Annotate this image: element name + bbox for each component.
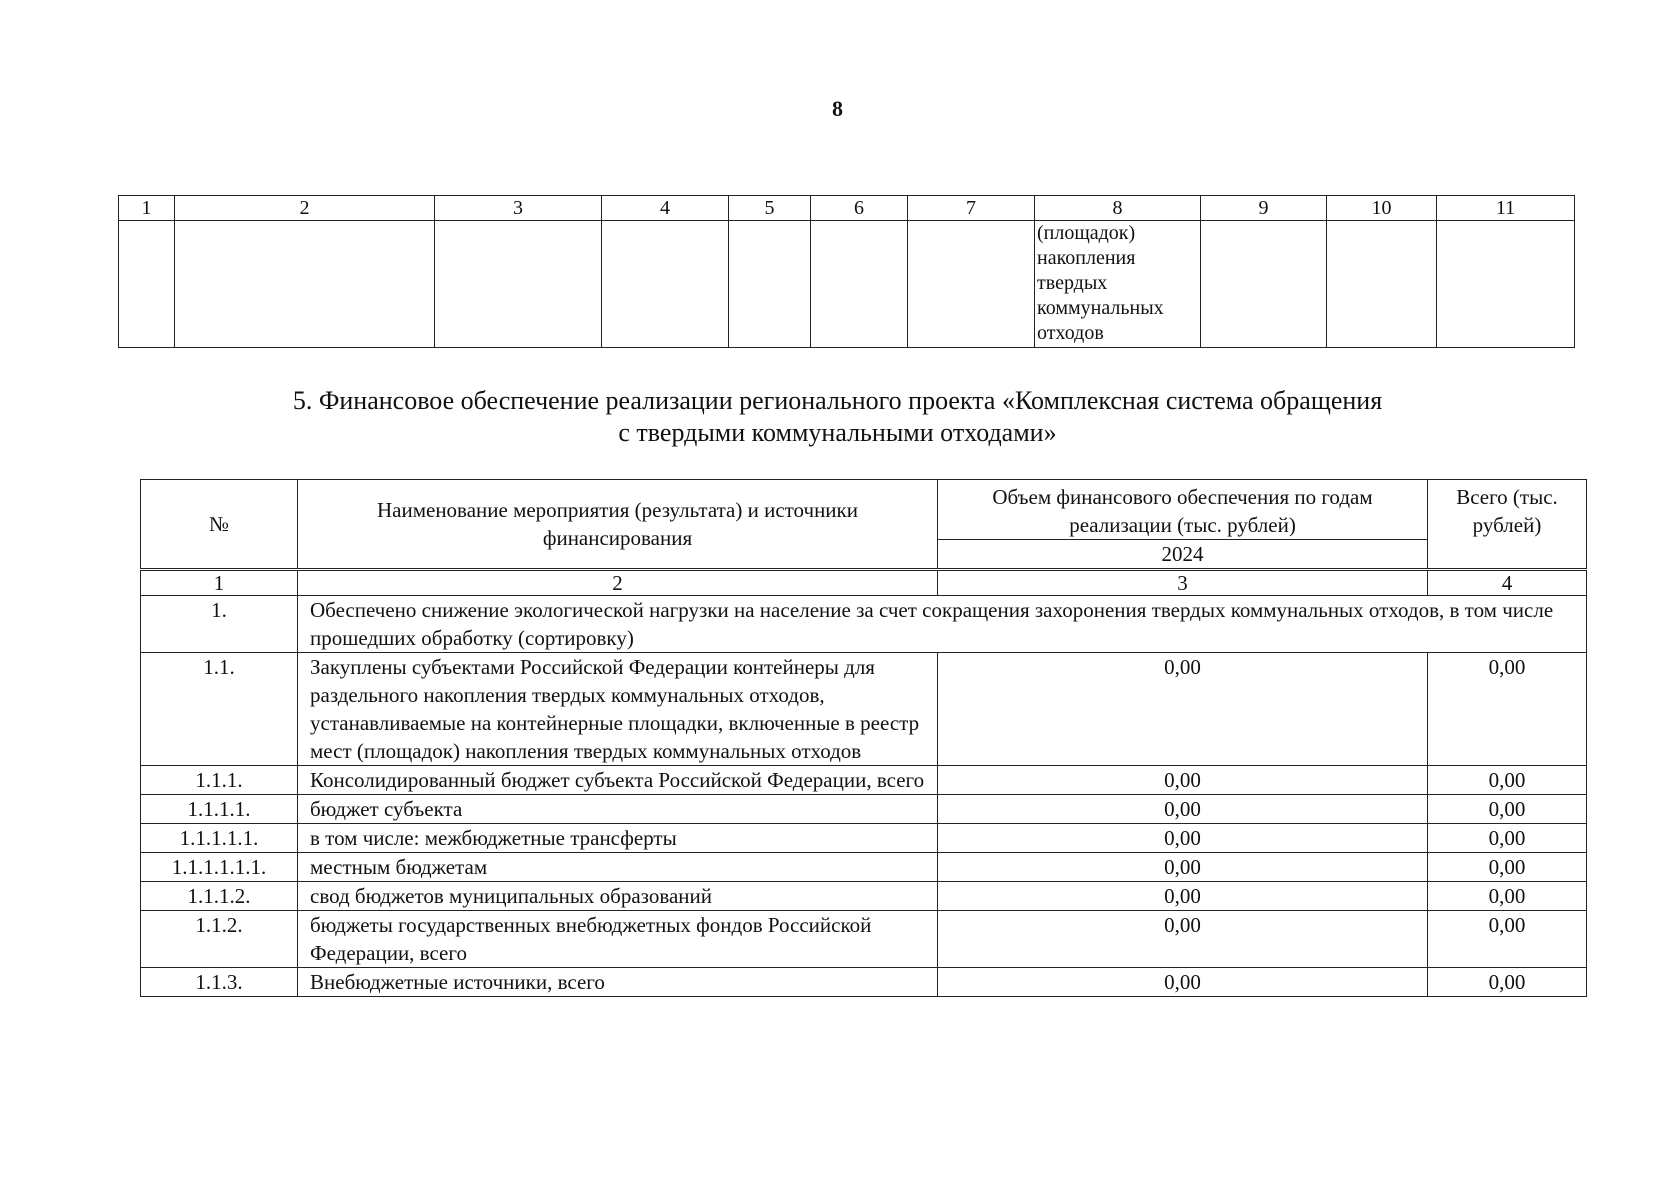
row-name: бюджет субъекта (298, 795, 938, 824)
table-row (141, 766, 1587, 795)
row-name: свод бюджетов муниципальных образований (298, 882, 938, 911)
cell-line: отходов (1037, 322, 1104, 344)
page-number: 8 (832, 96, 843, 121)
col-number: 1 (141, 570, 298, 596)
col-number: 4 (602, 196, 729, 221)
row-name: Внебюджетные источники, всего (298, 968, 938, 997)
section-title-line: 5. Финансовое обеспечение реализации регионального проекта «Комплексная система обращения (292, 386, 1383, 415)
table-row (141, 795, 1587, 824)
cell-line: (площадок) (1037, 222, 1136, 244)
row-name: в том числе: межбюджетные трансферты (298, 824, 938, 853)
column-number-row (141, 570, 1587, 596)
row-value-2024: 0,00 (938, 653, 1428, 766)
row-total: 0,00 (1428, 882, 1587, 911)
col-number: 2 (298, 570, 938, 596)
col-number: 4 (1428, 570, 1587, 596)
row-number: 1.1. (141, 653, 298, 766)
table-row (141, 882, 1587, 911)
row-total: 0,00 (1428, 968, 1587, 997)
table-cell (729, 221, 811, 348)
row-name: Консолидированный бюджет субъекта Российской Федерации, всего (298, 766, 938, 795)
row-value-2024: 0,00 (938, 853, 1428, 882)
row-value-2024: 0,00 (938, 824, 1428, 853)
col-number: 11 (1437, 196, 1575, 221)
continuation-table (118, 195, 1575, 348)
column-number-row (119, 196, 1575, 221)
col-number: 10 (1327, 196, 1437, 221)
section-row (141, 596, 1587, 653)
table-row (141, 824, 1587, 853)
row-total: 0,00 (1428, 795, 1587, 824)
col-number: 7 (908, 196, 1035, 221)
col-number: 5 (729, 196, 811, 221)
row-name: местным бюджетам (298, 853, 938, 882)
row-number: 1. (141, 596, 298, 653)
table-row (141, 853, 1587, 882)
section-text: Обеспечено снижение экологической нагрузки на население за счет сокращения захоронения твердых коммунальных отходов, в том числе прошедших обработку (сортировку) (298, 596, 1587, 653)
header-num: № (141, 480, 298, 570)
cell-line: твердых (1037, 272, 1108, 294)
table-cell (1437, 221, 1575, 348)
table-row (141, 653, 1587, 766)
row-number: 1.1.1.1. (141, 795, 298, 824)
table-cell (602, 221, 729, 348)
row-total: 0,00 (1428, 653, 1587, 766)
row-number: 1.1.1.2. (141, 882, 298, 911)
table-cell (175, 221, 435, 348)
col-number: 9 (1201, 196, 1327, 221)
financing-table (140, 479, 1587, 997)
table-row (141, 968, 1587, 997)
header-name: Наименование мероприятия (результата) и источники финансирования (298, 480, 938, 570)
row-number: 1.1.2. (141, 911, 298, 968)
row-number: 1.1.1.1.1.1. (141, 853, 298, 882)
header-total: Всего (тыс. рублей) (1428, 480, 1587, 570)
header-year: 2024 (938, 540, 1428, 570)
row-number: 1.1.1.1.1. (141, 824, 298, 853)
section-title (0, 385, 1675, 449)
table-cell (119, 221, 175, 348)
col-number: 8 (1035, 196, 1201, 221)
row-total: 0,00 (1428, 766, 1587, 795)
col-number: 1 (119, 196, 175, 221)
table-header-row (141, 480, 1587, 540)
row-value-2024: 0,00 (938, 766, 1428, 795)
row-total: 0,00 (1428, 853, 1587, 882)
row-value-2024: 0,00 (938, 911, 1428, 968)
col-number: 3 (435, 196, 602, 221)
table-cell (1201, 221, 1327, 348)
section-title-line: с твердыми коммунальными отходами» (618, 418, 1057, 447)
table-cell (811, 221, 908, 348)
col-number: 3 (938, 570, 1428, 596)
table-cell (908, 221, 1035, 348)
table-cell (1327, 221, 1437, 348)
row-number: 1.1.3. (141, 968, 298, 997)
table-cell-col8 (1035, 221, 1201, 348)
col-number: 2 (175, 196, 435, 221)
col-number: 6 (811, 196, 908, 221)
row-value-2024: 0,00 (938, 968, 1428, 997)
row-total: 0,00 (1428, 911, 1587, 968)
row-value-2024: 0,00 (938, 795, 1428, 824)
table-cell (435, 221, 602, 348)
row-total: 0,00 (1428, 824, 1587, 853)
table-row (141, 911, 1587, 968)
row-name: Закуплены субъектами Российской Федерации контейнеры для раздельного накопления твердых коммунальных отходов, устанавливаемые на контейнерные площадки, включенные в реестр мест (площадок) накопления твердых коммунальных отходов (298, 653, 938, 766)
header-volume: Объем финансового обеспечения по годам реализации (тыс. рублей) (938, 480, 1428, 540)
row-number: 1.1.1. (141, 766, 298, 795)
cell-line: коммунальных (1037, 297, 1164, 319)
cell-line: накопления (1037, 247, 1136, 269)
row-name: бюджеты государственных внебюджетных фондов Российской Федерации, всего (298, 911, 938, 968)
row-value-2024: 0,00 (938, 882, 1428, 911)
table-row (119, 221, 1575, 348)
